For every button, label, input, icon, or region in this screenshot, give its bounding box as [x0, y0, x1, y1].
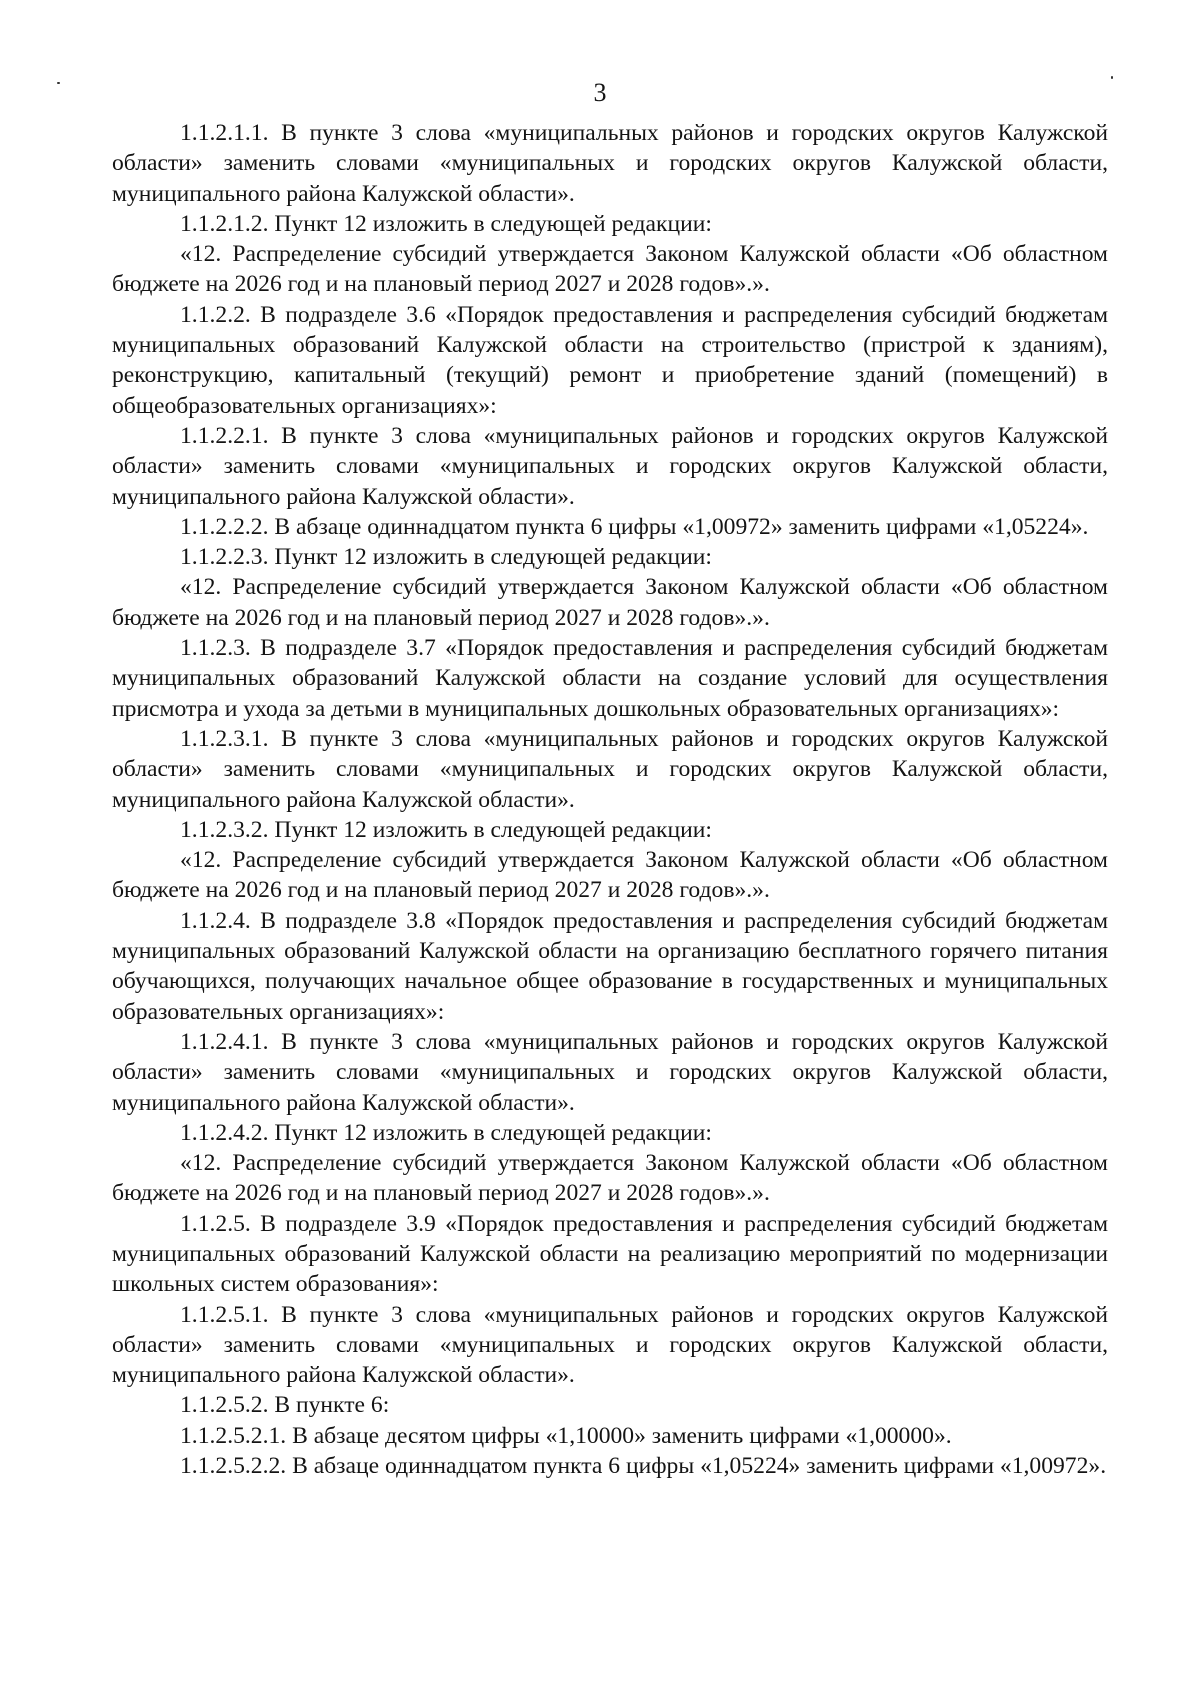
paragraph: 1.1.2.2.3. Пункт 12 изложить в следующей редакции:: [180, 544, 712, 571]
paragraph: 1.1.2.4.2. Пункт 12 изложить в следующей редакции:: [180, 1119, 712, 1146]
paragraph: 1.1.2.4. В подразделе 3.8 «Порядок предоставления и распределения субсидий бюджетам муниципальных образований Калужской области на организацию бесплатного горячего питания обучающихся, получающих начальное общее образование в государственных и муниципальных образовательных организациях»:: [112, 907, 1108, 1025]
paragraph: «12. Распределение субсидий утверждается Законом Калужской области «Об областном бюджете на 2026 год и на плановый период 2027 и 2028 годов».».: [112, 574, 1108, 631]
paragraph: 1.1.2.2.2. В абзаце одиннадцатом пункта 6 цифры «1,00972» заменить цифрами «1,05224».: [180, 513, 1089, 540]
scan-speck: [1111, 76, 1113, 79]
paragraph: 1.1.2.5.2.1. В абзаце десятом цифры «1,10000» заменить цифрами «1,00000».: [180, 1422, 952, 1449]
paragraph: «12. Распределение субсидий утверждается Законом Калужской области «Об областном бюджете на 2026 год и на плановый период 2027 и 2028 годов».».: [112, 847, 1108, 904]
paragraph: 1.1.2.5.1. В пункте 3 слова «муниципальных районов и городских округов Калужской области» заменить словами «муниципальных и городских округов Калужской области, муниципального района Калужской области».: [112, 1301, 1108, 1389]
paragraph: «12. Распределение субсидий утверждается Законом Калужской области «Об областном бюджете на 2026 год и на плановый период 2027 и 2028 годов».».: [112, 241, 1108, 298]
page-number: 3: [593, 78, 607, 107]
paragraph: 1.1.2.3. В подразделе 3.7 «Порядок предоставления и распределения субсидий бюджетам муниципальных образований Калужской области на создание условий для осуществления присмотра и ухода за детьми в муниципальных дошкольных образовательных организациях»:: [112, 635, 1108, 722]
paragraph: 1.1.2.4.1. В пункте 3 слова «муниципальных районов и городских округов Калужской области» заменить словами «муниципальных и городских округов Калужской области, муниципального района Калужской области».: [112, 1028, 1108, 1116]
paragraph: 1.1.2.5. В подразделе 3.9 «Порядок предоставления и распределения субсидий бюджетам муниципальных образований Калужской области на реализацию мероприятий по модернизации школьных систем образования»:: [112, 1210, 1108, 1298]
paragraph: 1.1.2.1.2. Пункт 12 изложить в следующей редакции:: [180, 210, 712, 237]
paragraph: 1.1.2.5.2. В пункте 6:: [180, 1392, 390, 1419]
paragraph: 1.1.2.5.2.2. В абзаце одиннадцатом пункта 6 цифры «1,05224» заменить цифрами «1,00972».: [180, 1453, 1107, 1480]
document-body: [112, 118, 1108, 1481]
paragraph: 1.1.2.3.1. В пункте 3 слова «муниципальных районов и городских округов Калужской области» заменить словами «муниципальных и городских округов Калужской области, муниципального района Калужской области».: [112, 725, 1108, 813]
paragraph: 1.1.2.1.1. В пункте 3 слова «муниципальных районов и городских округов Калужской области» заменить словами «муниципальных и городских округов Калужской области, муниципального района Калужской области».: [112, 120, 1108, 207]
paragraph: 1.1.2.2.1. В пункте 3 слова «муниципальных районов и городских округов Калужской области» заменить словами «муниципальных и городских округов Калужской области, муниципального района Калужской области».: [112, 422, 1108, 510]
scan-speck: [57, 82, 60, 84]
paragraph: «12. Распределение субсидий утверждается Законом Калужской области «Об областном бюджете на 2026 год и на плановый период 2027 и 2028 годов».».: [112, 1150, 1108, 1207]
paragraph: 1.1.2.3.2. Пункт 12 изложить в следующей редакции:: [180, 816, 712, 843]
paragraph: 1.1.2.2. В подразделе 3.6 «Порядок предоставления и распределения субсидий бюджетам муниципальных образований Калужской области на строительство (пристрой к зданиям), реконструкцию, капитальный (текущий) ремонт и приобретение зданий (помещений) в общеобразовательных организациях»:: [112, 301, 1108, 419]
